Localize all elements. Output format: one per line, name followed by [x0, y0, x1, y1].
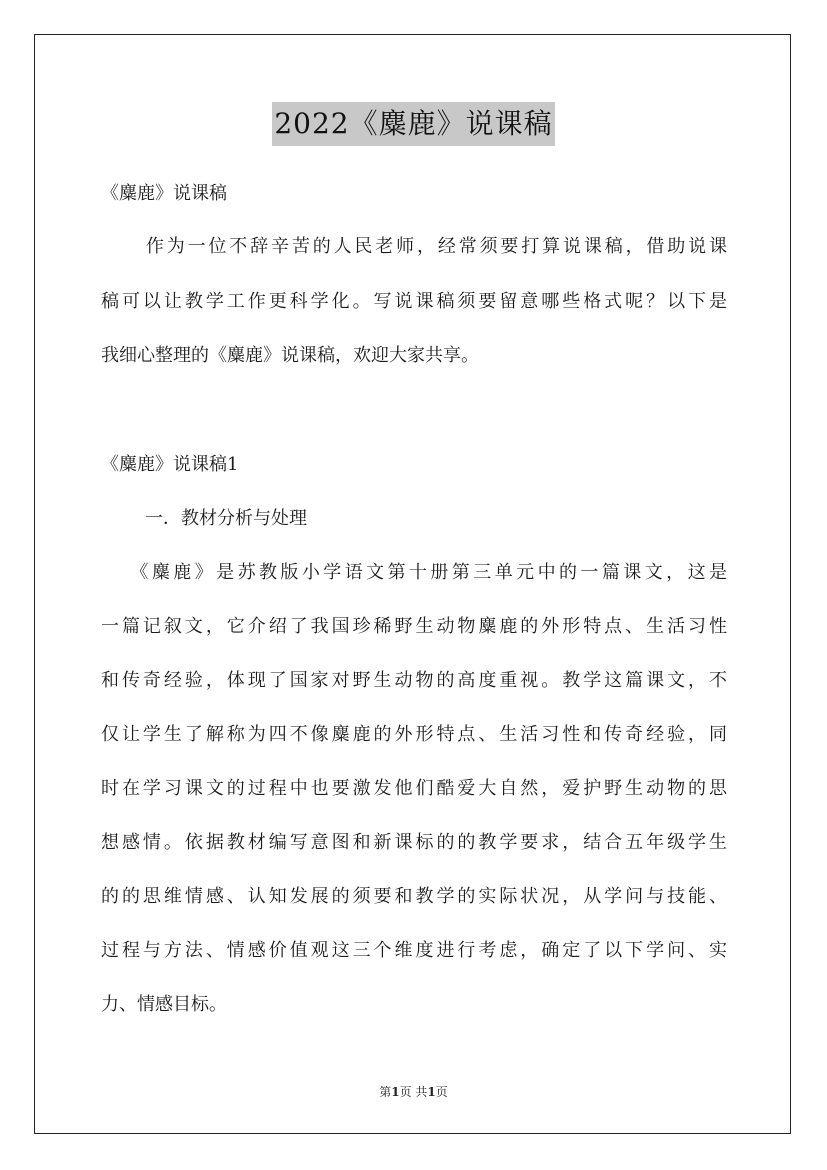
intro-line: 稿可以让教学工作更科学化。写说课稿须要留意哪些格式呢？以下是 — [101, 291, 727, 312]
subsection-heading-text: 一．教材分析与处理 — [145, 508, 307, 529]
section-heading-text: 《麋鹿》说课稿1 — [101, 454, 239, 475]
body-line: 的的思维情感、认知发展的须要和教学的实际状况，从学问与技能、 — [101, 886, 727, 907]
subsection-heading — [145, 505, 771, 533]
title-text: 2022《麋鹿》说课稿 — [272, 102, 554, 146]
section-heading — [101, 451, 727, 479]
page-footer: 第1页 共1页 — [379, 1085, 448, 1099]
body-line: 和传奇经验，体现了国家对野生动物的高度重视。教学这篇课文，不 — [101, 670, 727, 691]
subtitle-line: 《麋鹿》说课稿 — [101, 183, 227, 204]
subtitle — [101, 180, 727, 208]
intro-line: 我细心整理的《麋鹿》说课稿，欢迎大家共享。 — [101, 345, 479, 366]
body-line: 力、情感目标。 — [101, 994, 227, 1015]
body-line: 过程与方法、情感价值观这三个维度进行考虑，确定了以下学问、实 — [101, 940, 727, 961]
body-line: 一篇记叙文，它介绍了我国珍稀野生动物麋鹿的外形特点、生活习性 — [101, 616, 727, 637]
page-number: 1 — [391, 1085, 400, 1099]
body-line: 仅让学生了解称为四不像麋鹿的外形特点、生活习性和传奇经验，同 — [101, 724, 727, 745]
body-line: 时在学习课文的过程中也要激发他们酷爱大自然，爱护野生动物的思 — [101, 778, 727, 799]
body-line: 《麋鹿》是苏教版小学语文第十册第三单元中的一篇课文，这是 — [127, 562, 727, 583]
page-total: 1 — [427, 1085, 436, 1099]
document-title — [0, 102, 827, 146]
body-line: 想感情。依据教材编写意图和新课标的的教学要求，结合五年级学生 — [101, 832, 727, 853]
intro-line: 作为一位不辞辛苦的人民老师，经常须要打算说课稿，借助说课 — [143, 236, 727, 257]
